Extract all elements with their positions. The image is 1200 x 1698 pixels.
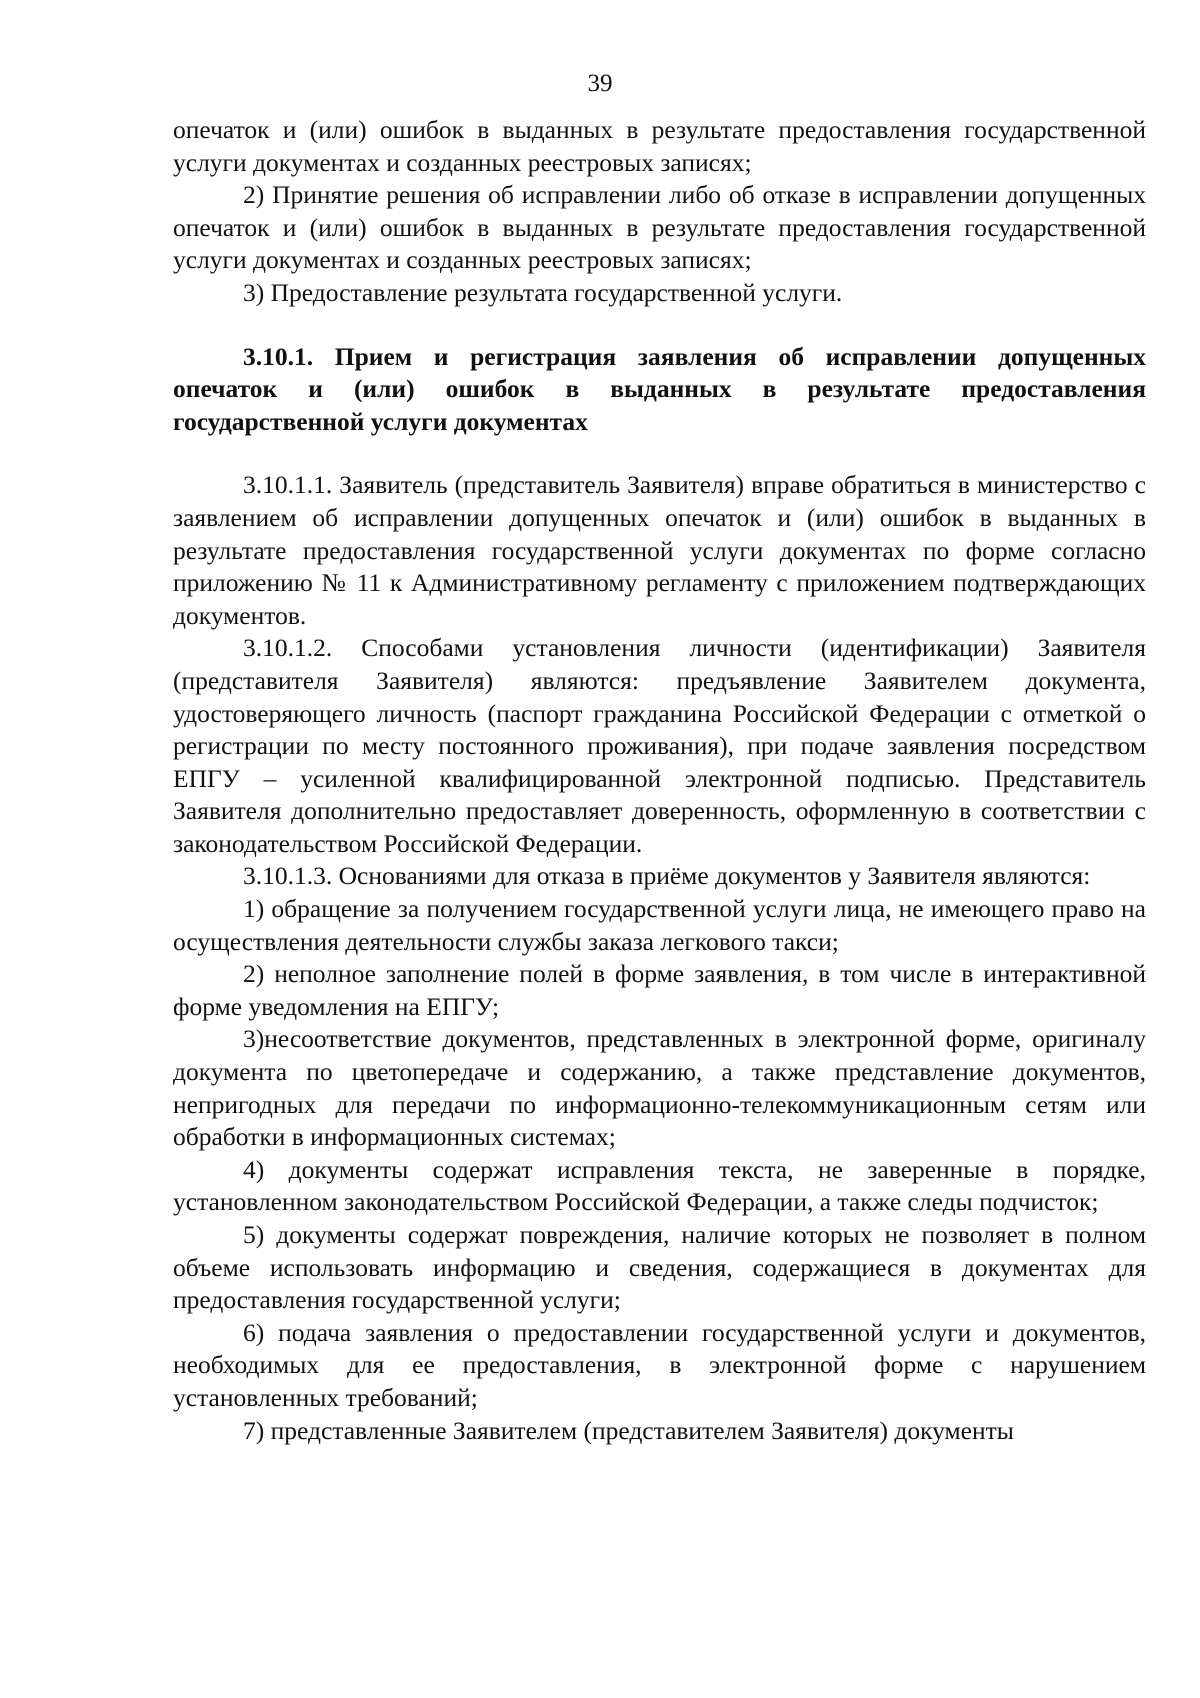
paragraph-3-10-1-3: 3.10.1.3. Основаниями для отказа в приёме документов у Заявителя являются: bbox=[243, 861, 1091, 891]
page-number: 39 bbox=[587, 70, 613, 97]
list-item-2: 2) неполное заполнение полей в форме заявления, в том числе в интерактивной форме уведомления на ЕПГУ; bbox=[173, 959, 1146, 1021]
paragraph-item-3: 3) Предоставление результата государственной услуги. bbox=[243, 277, 843, 307]
list-item-4: 4) документы содержат исправления текста, не заверенные в порядке, установленном законодательством Российской Федерации, а также следы подчисток; bbox=[173, 1154, 1146, 1217]
paragraph-3-10-1-2: 3.10.1.2. Способами установления личности (идентификации) Заявителя (представителя Заявителя) являются: предъявление Заявителем документа, удостоверяющего личность (паспорт гражданина Российской Федерации с отметкой о регистрации по месту постоянного проживания), при подаче заявления посредством ЕПГУ – усиленной квалифицированной электронной подписью. Представитель Заявителя дополнительно предоставляет доверенность, оформленную в соответствии с законодательством Российской Федерации. bbox=[173, 633, 1146, 858]
section-heading: 3.10.1. Прием и регистрация заявления об исправлении допущенных опечаток и (или) ошибок в выданных в результате предоставления государственной услуги документах bbox=[173, 341, 1146, 436]
list-item-5: 5) документы содержат повреждения, наличие которых не позволяет в полном объеме использовать информацию и сведения, содержащиеся в документах для предоставления государственной услуги; bbox=[173, 1220, 1146, 1315]
document-body bbox=[173, 114, 1146, 1447]
list-item-7: 7) представленные Заявителем (представителем Заявителя) документы bbox=[243, 1415, 1014, 1445]
list-item-1: 1) обращение за получением государственной услуги лица, не имеющего право на осуществления деятельности службы заказа легкового такси; bbox=[173, 894, 1146, 956]
paragraph-3-10-1-1: 3.10.1.1. Заявитель (представитель Заявителя) вправе обратиться в министерство с заявлением об исправлении допущенных опечаток и (или) ошибок в выданных в результате предоставления государственной услуги документах по форме согласно приложению № 11 к Административному регламенту с приложением подтверждающих документов. bbox=[173, 470, 1146, 630]
paragraph-item-2: 2) Принятие решения об исправлении либо об отказе в исправлении допущенных опечаток и (или) ошибок в выданных в результате предоставления государственной услуги документах и созданных реестровых записях; bbox=[173, 180, 1146, 275]
paragraph-continuation: опечаток и (или) ошибок в выданных в результате предоставления государственной услуги документах и созданных реестровых записях; bbox=[173, 115, 1146, 177]
list-item-3: 3)несоответствие документов, представленных в электронной форме, оригиналу документа по цветопередаче и содержанию, а также представление документов, непригодных для передачи по информационно-телекоммуникационным сетям или обработки в информационных системах; bbox=[173, 1024, 1146, 1152]
list-item-6: 6) подача заявления о предоставлении государственной услуги и документов, необходимых для ее предоставления, в электронной форме с нарушением установленных требований; bbox=[173, 1317, 1146, 1412]
